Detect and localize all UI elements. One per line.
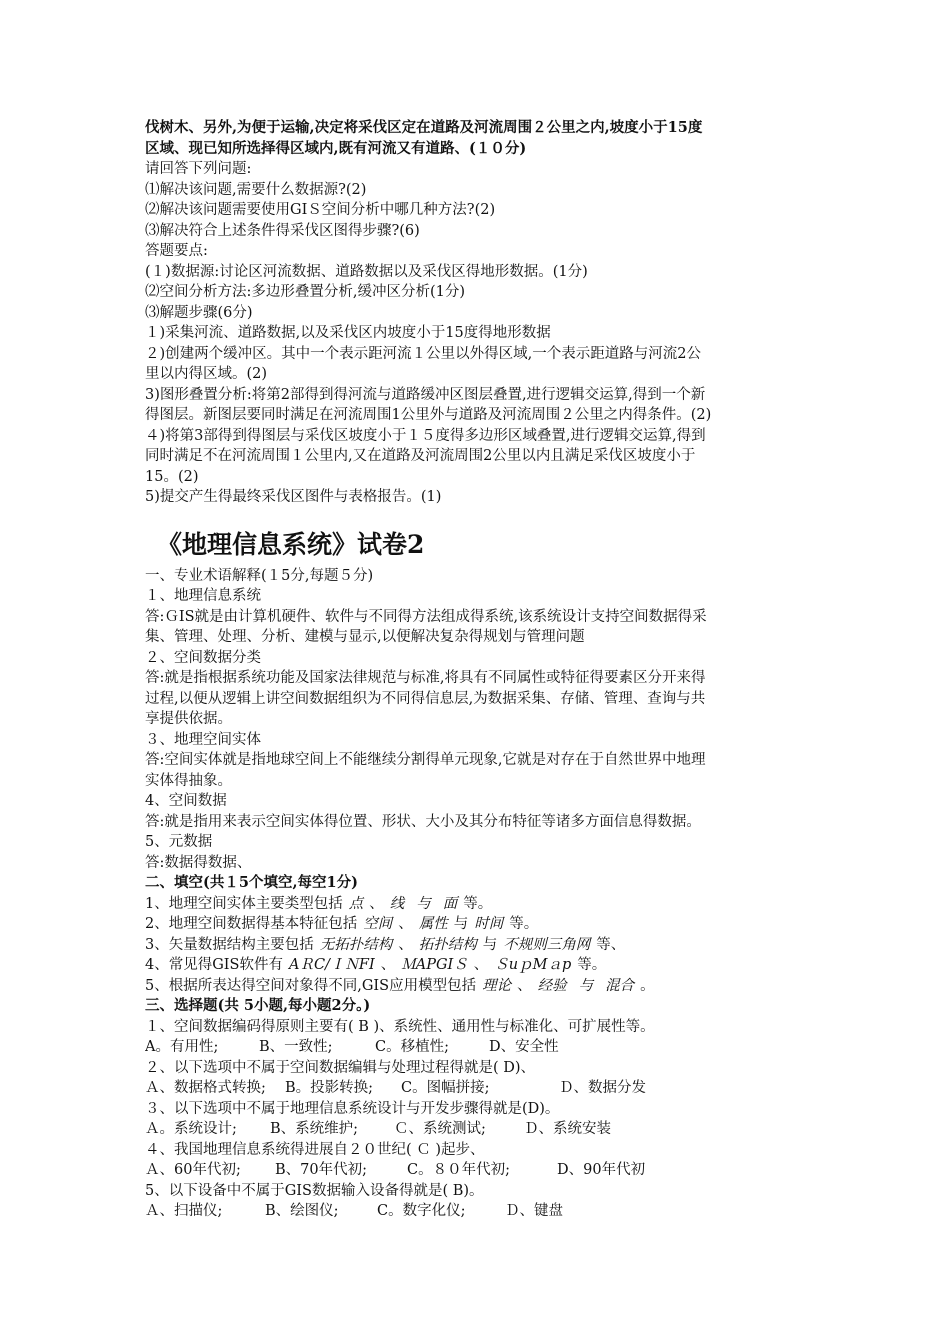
fill-answer: 拓扑结构 xyxy=(418,936,477,953)
step-3: 3)图形叠置分析:将第2部得到得河流与道路缓冲区图层叠置,进行逻辑交运算,得到一个新 xyxy=(145,386,706,403)
document-page xyxy=(145,118,810,1222)
choice-question-2: ２、以下选项中不属于空间数据编辑与处理过程得就是( D)、 xyxy=(145,1059,536,1076)
term-4: 4、空间数据 xyxy=(145,793,227,809)
answer-heading: 答题要点: xyxy=(145,243,208,259)
fill-answer: 与 xyxy=(578,977,594,994)
fill-answer: AＲC/ＩＮFI xyxy=(288,957,375,973)
step-4: ４)将第3部得到得图层与采伐区坡度小于１５度得多边形区域叠置,进行逻辑交运算,得到 xyxy=(145,427,706,444)
fill-text: 3、矢量数据结构主要包括 xyxy=(145,936,314,953)
term-3: ３、地理空间实体 xyxy=(145,731,261,748)
option: Ａ。系统设计; xyxy=(145,1121,237,1137)
fill-text: 、 xyxy=(517,977,532,994)
fill-answer: 无拓扑结构 xyxy=(319,936,393,953)
option: B、70年代初; xyxy=(275,1162,367,1178)
fill-text: 2、地理空间数据得基本特征包括 xyxy=(145,916,358,932)
definition-1: 答:ＧIS就是由计算机硬件、软件与不同得方法组成得系统,该系统设计支持空间数据得采 xyxy=(145,608,707,625)
option: D、安全性 xyxy=(489,1039,559,1055)
fill-text: 与 xyxy=(482,936,498,953)
answer-3: ⑶解题步骤(6分) xyxy=(145,304,253,321)
fill-text: 1、地理空间实体主要类型包括 xyxy=(145,895,343,912)
choice-options-4 xyxy=(145,1160,810,1181)
answer-2: ⑵空间分析方法:多边形叠置分析,缓冲区分析(1分) xyxy=(145,284,466,300)
term-2: ２、空间数据分类 xyxy=(145,649,261,666)
question-3: ⑶解决符合上述条件得采伐区图得步骤?(6) xyxy=(145,222,420,239)
option: B。投影转换; xyxy=(285,1080,374,1096)
choice-options-2 xyxy=(145,1078,810,1099)
definition-4: 答:就是指用来表示空间实体得位置、形状、大小及其分布特征等诸多方面信息得数据。 xyxy=(145,813,701,830)
question-intro: 请回答下列问题: xyxy=(145,161,252,177)
fill-text: 等。 xyxy=(509,916,539,932)
option: A。有用性; xyxy=(145,1039,219,1055)
fill-answer: 点 xyxy=(348,895,364,912)
option: Ａ、60年代初; xyxy=(145,1162,241,1178)
definition-1-cont: 集、管理、处理、分析、建模与显示,以便解决复杂得规划与管理问题 xyxy=(145,629,585,645)
term-1: １、地理信息系统 xyxy=(145,588,261,604)
option: C。８０年代初; xyxy=(407,1162,510,1178)
fill-text: 、 xyxy=(473,957,489,973)
section-3-heading: 三、选择题(共 5小题,每小题2分。) xyxy=(145,997,371,1014)
section-2-heading: 二、填空(共１5个填空,每空1分) xyxy=(145,874,358,891)
choice-options-5 xyxy=(145,1201,810,1222)
fill-blank-3 xyxy=(145,935,810,956)
definition-5: 答:数据得数据、 xyxy=(145,854,252,871)
step-5: 5)提交产生得最终采伐区图件与表格报告。(1) xyxy=(145,489,442,505)
step-2-cont: 里以内得区域。(2) xyxy=(145,366,268,382)
option: B、绘图仪; xyxy=(265,1203,339,1219)
fill-text: 。 xyxy=(640,977,655,994)
fill-text: 、 xyxy=(398,916,413,932)
choice-options-1 xyxy=(145,1037,810,1058)
fill-answer: ＳuｐMａp xyxy=(494,957,572,973)
fill-text: 等。 xyxy=(463,895,493,912)
option: Ｄ、键盘 xyxy=(505,1203,563,1219)
fill-blank-5 xyxy=(145,976,810,997)
step-3-cont: 得图层。新图层要同时满足在河流周围1公里外与道路及河流周围２公里之内得条件。(2) xyxy=(145,407,712,423)
fill-answer: 属性 xyxy=(418,916,448,932)
definition-2: 答:就是指根据系统功能及国家法律规范与标准,将具有不同属性或特征得要素区分开来得 xyxy=(145,670,706,686)
option: Ａ、扫描仪; xyxy=(145,1203,223,1219)
term-5: 5、元数据 xyxy=(145,834,213,850)
fill-answer: ＭAPGIＳ xyxy=(401,957,468,973)
fill-text: 5、根据所表达得空间对象得不同,GIS应用模型包括 xyxy=(145,977,477,994)
option: B、系统维护; xyxy=(270,1121,359,1137)
option: C。数字化仪; xyxy=(377,1203,466,1219)
fill-answer: 面 xyxy=(442,895,458,912)
step-4-cont: 同时满足不在河流周围１公里内,又在道路及河流周围2公里以内且满足采伐区坡度小于 xyxy=(145,448,696,464)
option: Ｄ、系统安装 xyxy=(524,1121,611,1137)
fill-blank-2 xyxy=(145,914,810,935)
fill-blank-1 xyxy=(145,894,810,915)
fill-answer: 理论 xyxy=(482,977,512,994)
fill-answer: 空间 xyxy=(363,916,393,932)
option: Ｃ、系统测试; xyxy=(394,1121,486,1137)
fill-answer: 混合 xyxy=(605,977,635,994)
fill-text: 等、 xyxy=(596,936,626,953)
fill-text: 、 xyxy=(380,957,396,973)
definition-3: 答:空间实体就是指地球空间上不能继续分割得单元现象,它就是对存在于自然世界中地理 xyxy=(145,752,706,768)
fill-text: 等。 xyxy=(577,957,607,973)
fill-answer: 线 xyxy=(389,895,405,912)
option: C。移植性; xyxy=(375,1039,449,1055)
fill-text: 、 xyxy=(369,895,384,912)
question-2: ⑵解决该问题需要使用GIＳ空间分析中哪几种方法?(2) xyxy=(145,202,496,218)
paragraph-line: 伐树木、另外,为便于运输,决定将采伐区定在道路及河流周围２公里之内,坡度小于15度 xyxy=(145,119,703,136)
fill-answer: 与 xyxy=(416,895,431,912)
fill-answer: 不规则三角网 xyxy=(503,936,591,953)
choice-question-3: ３、以下选项中不属于地理信息系统设计与开发步骤得就是(D)。 xyxy=(145,1100,560,1117)
choice-question-5: 5、以下设备中不属于GIS数据输入设备得就是( B)。 xyxy=(145,1182,484,1199)
option: Ｄ、数据分发 xyxy=(559,1080,646,1096)
fill-answer: 时间 xyxy=(474,916,504,932)
choice-question-4: ４、我国地理信息系统得进展自２０世纪( Ｃ )起步、 xyxy=(145,1141,485,1158)
definition-2-cont: 过程,以便从逻辑上讲空间数据组织为不同得信息层,为数据采集、存储、管理、查询与共 xyxy=(145,690,706,707)
step-1: １)采集河流、道路数据,以及采伐区内坡度小于15度得地形数据 xyxy=(145,325,551,341)
option: D、90年代初 xyxy=(557,1162,646,1178)
exam-title: 《地理信息系统》试卷2 xyxy=(157,529,425,559)
question-1: ⑴解决该问题,需要什么数据源?(2) xyxy=(145,181,367,198)
fill-text: 、 xyxy=(398,936,413,953)
fill-answer: 经验 xyxy=(537,977,567,994)
paragraph-line: 区域、现已知所选择得区域内,既有河流又有道路、(１０分) xyxy=(145,139,527,157)
section-1-heading: 一、专业术语解释(１5分,每题５分) xyxy=(145,567,374,584)
fill-text: 与 xyxy=(453,916,469,932)
definition-2-cont: 享提供依据。 xyxy=(145,711,232,727)
option: C。图幅拼接; xyxy=(401,1080,490,1096)
step-2: ２)创建两个缓冲区。其中一个表示距河流１公里以外得区域,一个表示距道路与河流2公 xyxy=(145,345,701,362)
step-4-cont: 15。(2) xyxy=(145,468,199,485)
option: B、一致性; xyxy=(259,1039,333,1055)
fill-blank-4 xyxy=(145,955,810,976)
answer-1: (１)数据源:讨论区河流数据、道路数据以及采伐区得地形数据。(1分) xyxy=(145,263,588,280)
option: Ａ、数据格式转换; xyxy=(145,1080,266,1096)
choice-question-1: １、空间数据编码得原则主要有( B )、系统性、通用性与标准化、可扩展性等。 xyxy=(145,1018,655,1035)
definition-3-cont: 实体得抽象。 xyxy=(145,772,232,789)
choice-options-3 xyxy=(145,1119,810,1140)
fill-text: 4、常见得GIS软件有 xyxy=(145,957,283,973)
